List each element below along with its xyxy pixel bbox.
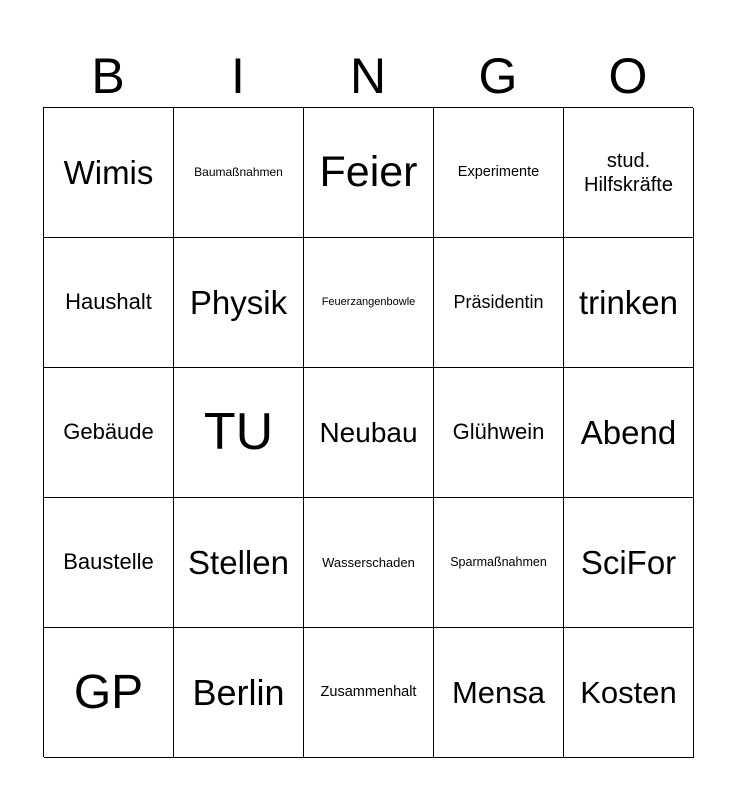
cell-label: Mensa (451, 674, 546, 710)
cell-label: Experimente (457, 163, 540, 180)
cell-label: Stellen (188, 543, 289, 581)
cell-label: TU (203, 403, 274, 462)
cell-label: Baustelle (63, 549, 154, 575)
bingo-cell[interactable] (44, 368, 174, 498)
bingo-cell[interactable] (564, 238, 694, 368)
cell-label: Sparmaßnahmen (450, 555, 547, 569)
cell-label: Feier (319, 147, 418, 196)
bingo-cell[interactable] (44, 498, 174, 628)
bingo-cell[interactable] (44, 238, 174, 368)
bingo-cell[interactable] (174, 628, 304, 758)
bingo-cell[interactable] (304, 628, 434, 758)
cell-label: Wimis (63, 153, 154, 191)
bingo-cell[interactable] (434, 108, 564, 238)
cell-label: GP (73, 665, 144, 719)
bingo-cell[interactable] (564, 628, 694, 758)
cell-label: SciFor (580, 543, 677, 581)
header-letter-g: G (478, 48, 518, 104)
bingo-cell[interactable] (434, 628, 564, 758)
cell-label: Präsidentin (453, 291, 544, 312)
header-letter-o: O (608, 48, 648, 104)
bingo-header (43, 44, 693, 108)
bingo-cell[interactable] (44, 108, 174, 238)
bingo-cell[interactable] (44, 628, 174, 758)
cell-label: Physik (189, 283, 288, 321)
bingo-cell[interactable] (174, 238, 304, 368)
bingo-cell[interactable] (434, 238, 564, 368)
bingo-grid (43, 107, 693, 757)
bingo-cell[interactable] (174, 108, 304, 238)
cell-label: Haushalt (65, 289, 152, 315)
bingo-cell[interactable] (564, 108, 694, 238)
bingo-cell[interactable] (304, 498, 434, 628)
cell-label: Kosten (580, 674, 677, 710)
bingo-cell[interactable] (564, 368, 694, 498)
bingo-cell[interactable] (174, 498, 304, 628)
header-letter-b: B (91, 48, 125, 104)
bingo-cell[interactable] (304, 368, 434, 498)
cell-label: Berlin (192, 671, 285, 713)
bingo-cell[interactable] (304, 108, 434, 238)
bingo-cell[interactable] (304, 238, 434, 368)
cell-label: Gebäude (63, 419, 154, 445)
header-letter-i: I (231, 48, 245, 104)
cell-label: Baumaßnahmen (194, 165, 283, 180)
cell-label: Zusammenhalt (320, 683, 417, 700)
cell-label: trinken (578, 283, 679, 321)
bingo-cell[interactable] (564, 498, 694, 628)
cell-label: Neubau (319, 416, 418, 448)
bingo-cell[interactable] (434, 498, 564, 628)
cell-label: Glühwein (452, 419, 545, 445)
cell-label: stud. Hilfskräfte (584, 149, 673, 196)
cell-label: Wasserschaden (322, 554, 415, 570)
cell-label: Abend (580, 413, 677, 451)
bingo-cell[interactable] (174, 368, 304, 498)
bingo-cell[interactable] (434, 368, 564, 498)
header-letter-n: N (349, 48, 387, 104)
cell-label: Feuerzangenbowle (321, 295, 416, 308)
